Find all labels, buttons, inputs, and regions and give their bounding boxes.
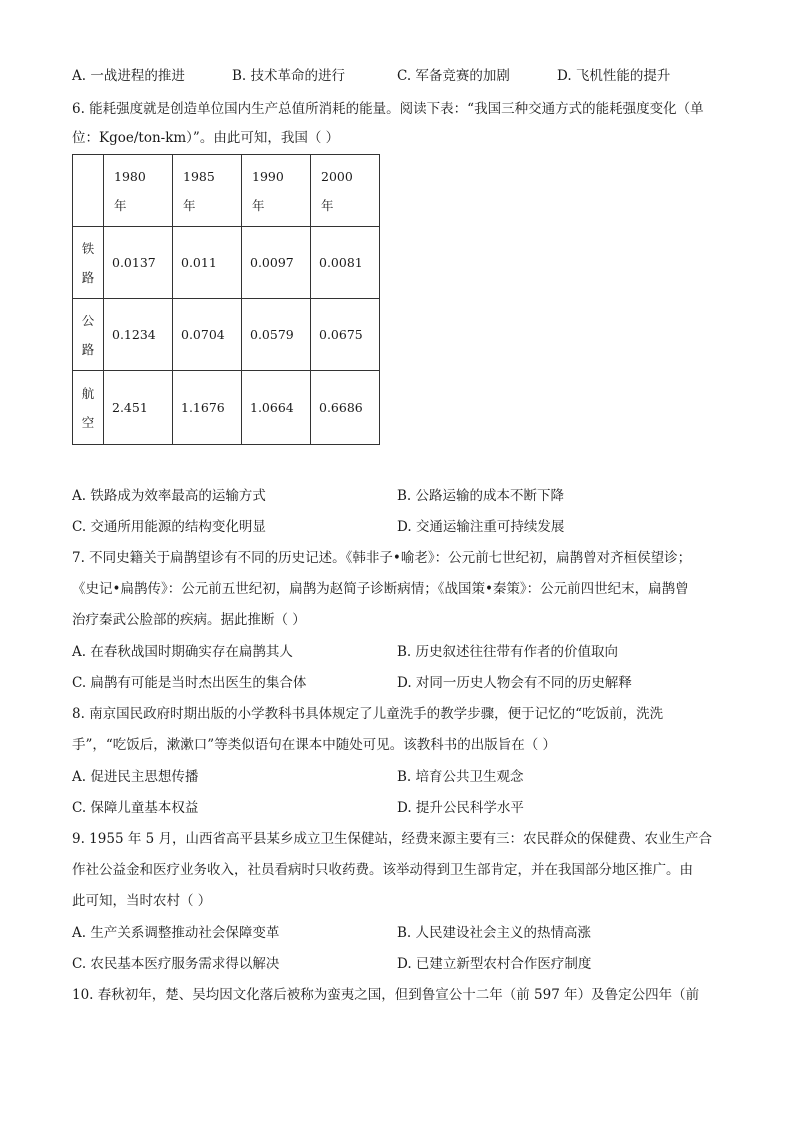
table-cell: 0.0579 <box>242 299 311 371</box>
header-year: 2000 <box>321 168 353 184</box>
q6-option-b: B. 公路运输的成本不断下降 <box>397 488 565 504</box>
table-cell: 0.0137 <box>104 227 173 299</box>
q5-option-c: C. 军备竞赛的加剧 <box>397 68 510 84</box>
table-row-railway <box>73 227 380 299</box>
q6-stem-line-2: 位：Kgoe/ton-km）”。由此可知，我国（ ） <box>72 130 340 146</box>
header-1980 <box>104 155 173 227</box>
header-year: 1980 <box>114 168 146 184</box>
q9-stem-line-2: 作社公益金和医疗业务收入，社员看病时只收药费。该举动得到卫生部肯定，并在我国部分地区推广。由 <box>72 862 693 878</box>
q10-stem-line-1: 10. 春秋初年，楚、吴均因文化落后被称为蛮夷之国，但到鲁宣公十二年（前 597 年）及鲁定公四年（前 <box>72 987 700 1003</box>
table-cell: 0.0081 <box>311 227 380 299</box>
q7-stem-line-2: 《史记•扁鹊传》：公元前五世纪初，扁鹊为赵简子诊断病情；《战国策•秦策》：公元前四世纪末，扁鹊曾 <box>72 581 689 597</box>
table-row-aviation <box>73 371 380 445</box>
table-header-row <box>73 155 380 227</box>
row-label-char: 路 <box>81 269 95 285</box>
header-2000 <box>311 155 380 227</box>
table-cell: 0.011 <box>173 227 242 299</box>
header-year: 1990 <box>252 168 284 184</box>
q6-option-a: A. 铁路成为效率最高的运输方式 <box>72 488 266 504</box>
table-cell: 0.6686 <box>311 371 380 445</box>
q9-option-c: C. 农民基本医疗服务需求得以解决 <box>72 956 280 972</box>
header-year: 1985 <box>183 168 215 184</box>
table-corner-cell <box>73 155 104 227</box>
table-cell: 0.0675 <box>311 299 380 371</box>
q8-option-c: C. 保障儿童基本权益 <box>72 800 199 816</box>
q5-option-a: A. 一战进程的推进 <box>72 68 185 84</box>
table-cell: 0.0704 <box>173 299 242 371</box>
table-cell: 1.1676 <box>173 371 242 445</box>
header-year-suffix: 年 <box>183 197 196 213</box>
q8-stem-line-2: 手”，“吃饭后，漱漱口”等类似语句在课本中随处可见。该教科书的出版旨在（ ） <box>72 737 556 753</box>
q8-stem-line-1: 8. 南京国民政府时期出版的小学教科书具体规定了儿童洗手的教学步骤，便于记忆的“吃饭前，洗洗 <box>72 706 664 722</box>
q7-option-b: B. 历史叙述往往带有作者的价值取向 <box>397 644 619 660</box>
q7-option-d: D. 对同一历史人物会有不同的历史解释 <box>397 675 632 691</box>
q9-option-b: B. 人民建设社会主义的热情高涨 <box>397 925 592 941</box>
q8-option-d: D. 提升公民科学水平 <box>397 800 524 816</box>
q9-option-d: D. 已建立新型农村合作医疗制度 <box>397 956 592 972</box>
q5-option-b: B. 技术革命的进行 <box>232 68 346 84</box>
q6-stem-line-1: 6. 能耗强度就是创造单位国内生产总值所消耗的能量。阅读下表：“我国三种交通方式的能耗强度变化（单 <box>72 101 704 117</box>
q7-option-a: A. 在春秋战国时期确实存在扁鹊其人 <box>72 644 293 660</box>
table-row-highway <box>73 299 380 371</box>
q6-option-d: D. 交通运输注重可持续发展 <box>397 519 565 535</box>
q8-option-b: B. 培育公共卫生观念 <box>397 769 524 785</box>
q7-stem-line-1: 7. 不同史籍关于扁鹊望诊有不同的历史记述。《韩非子•喻老》：公元前七世纪初，扁鹊曾对齐桓侯望诊； <box>72 550 692 566</box>
q9-option-a: A. 生产关系调整推动社会保障变革 <box>72 925 280 941</box>
row-label-highway <box>73 299 104 371</box>
q6-option-c: C. 交通所用能源的结构变化明显 <box>72 519 266 535</box>
q7-stem-line-3: 治疗秦武公脸部的疾病。据此推断（ ） <box>72 612 306 628</box>
table-cell: 2.451 <box>104 371 173 445</box>
table-cell: 0.0097 <box>242 227 311 299</box>
header-1985 <box>173 155 242 227</box>
energy-intensity-table <box>72 154 380 445</box>
q5-option-d: D. 飞机性能的提升 <box>557 68 671 84</box>
row-label-aviation <box>73 371 104 445</box>
header-year-suffix: 年 <box>321 197 334 213</box>
q9-stem-line-3: 此可知，当时农村（ ） <box>72 893 212 909</box>
row-label-char: 路 <box>81 341 95 357</box>
row-label-railway <box>73 227 104 299</box>
row-label-char: 航 <box>81 385 95 401</box>
table-cell: 1.0664 <box>242 371 311 445</box>
header-year-suffix: 年 <box>252 197 265 213</box>
q9-stem-line-1: 9. 1955 年 5 月，山西省高平县某乡成立卫生保健站，经费来源主要有三：农民群众的保健费、农业生产合 <box>72 831 712 847</box>
q7-option-c: C. 扁鹊有可能是当时杰出医生的集合体 <box>72 675 307 691</box>
table-cell: 0.1234 <box>104 299 173 371</box>
row-label-char: 公 <box>81 312 95 328</box>
row-label-char: 空 <box>81 414 95 430</box>
header-year-suffix: 年 <box>114 197 127 213</box>
header-1990 <box>242 155 311 227</box>
q8-option-a: A. 促进民主思想传播 <box>72 769 199 785</box>
row-label-char: 铁 <box>81 240 95 256</box>
